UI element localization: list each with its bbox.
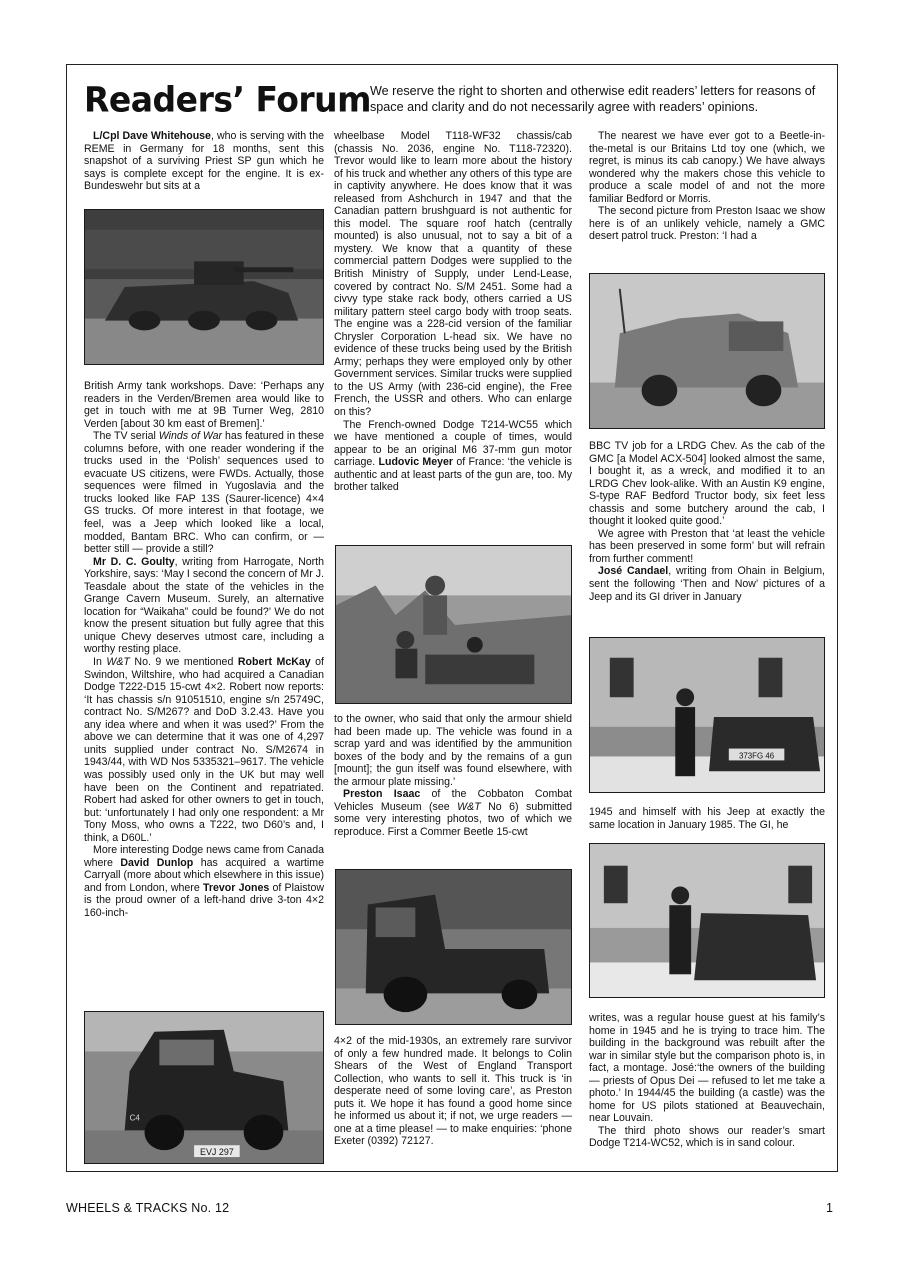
gmc-desert-truck-image: [590, 274, 824, 428]
article-text: wheelbase Model T118-WF32 chassis/cab (chassis No. 2036, engine No. T118-72320). Trevor would like to learn more about the history of his truck and whether any others of this type are in captivity anywhere. He does know that it was released from Ashchurch in 1947 and that the Canadian pattern brushguard is not authentic for this model. The square roof hatch (centrally mounted) is also unusual, not to say a bit of a mystery. We know that a quantity of these commercial pattern Dodges were supplied to the British Ministry of Supply, under Lend-Lease, covered by contract No. S/M 2451. Some had a civvy type stake rack body, others carried a US military pattern steel cargo body with troop seats. The engine was a 228-cid version of the familiar Chrysler Corporation L-head six. We have no evidence of these trucks being used by the British Army; perhaps they were employed only by other Government services. Similar trucks were supplied to the US Army (with 236-cid engine), the Free French, the USSR and others. Who can enlarge on this?: [334, 130, 572, 419]
article-text: has featured in these columns before, with one reader wondering if the trucks used in the ‘Polish’ sequences used to evacuate US citizens, were FWDs. Actually, those sequences were filmed in Yugoslavia and the trucks looked like FAP 13S (Saurer-licence) 4×4 GS trucks. Of more interest in that footage, we feel, was a Jeep which looked like a local, modded, Bantam BRC. Who can confirm, or — better still — provide a still?: [84, 430, 325, 556]
author-dunlop: David Dunlop: [120, 856, 194, 869]
author-mckay: Robert McKay: [237, 656, 311, 669]
article-text: to the owner, who said that only the armour shield had been made up. The vehicle was found in a scrap yard and was identified by the ammunition boxes of the body and by the remains of a gun [mount]; the gun itself was found elsewhere, with the armour plate missing.’: [334, 713, 572, 788]
column-3-bottom: [589, 1012, 825, 1150]
article-text: No. 9 we mentioned: [129, 656, 238, 669]
photo-priest-sp-gun: [84, 209, 324, 365]
footer-publication: WHEELS & TRACKS No. 12: [66, 1201, 230, 1215]
vehicle-marking: C4: [129, 1113, 140, 1123]
article-text: 4×2 of the mid-1930s, an extremely rare survivor of only a few hundred made. It belongs to Colin Shears of the West of England Transport Collection, who wants to sell it. This truck is ‘in desperate need of some loving care’, as Preston puts it. We hope it has found a good home since he informed us about it; if not, we urge readers — one at a time please! — to make enquiries: ‘phone Exeter (0392) 72127.: [334, 1035, 572, 1148]
column-2-bottom: [334, 1035, 572, 1148]
column-3-caption-gap: [589, 806, 825, 831]
title-winds-of-war: Winds of War: [158, 430, 223, 443]
jeep-1985-image: [590, 844, 824, 997]
column-1-top: [84, 130, 324, 193]
article-text: More interesting Dodge news came from Canada where: [84, 844, 324, 869]
commer-beetle-image: [336, 870, 571, 1024]
article-text: writes, was a regular house guest at his family’s home in 1945 and he is trying to trace him. The building in the background was rebuilt after the war in similar style but the comparison photo is, in fact, a montage. José:‘the owners of the building — priests of Opus Dei — refused to let me take a photo.’ In 1944/45 the building (a castle) was the home for US pilots stationed at Beauvechain, near Louvain.: [589, 1012, 825, 1125]
photo-dodge-truck: [84, 1011, 324, 1164]
photo-gmc-desert-truck: [589, 273, 825, 429]
photo-jeep-1945: [589, 637, 825, 793]
article-text: of Swindon, Wiltshire, who had acquired a Canadian Dodge T222-D15 15-cwt 4×2. Robert now reports: ‘It has chassis s/n 91051510, engine s/n 25749C, contract No. S/M267? and DoD 3.2.43. Have you any idea where and when it was used?’ From the above we can determine that it was one of 4,297 units supplied under contract No. S/M2674 in 1943/44, with WD Nos 5335321–9617. The vehicle was possibly used only in the UK but may well have been on the Continent and repatriated. Robert had asked for other owners to get in touch, but: ‘unfortunately I had only one respondent: a Mr Tony Moss, who owns a T222, two D60’s and, I think, a D60L.’: [84, 656, 325, 844]
column-2-middle: [334, 713, 572, 838]
column-3-middle: [589, 440, 825, 603]
photo-commer-beetle: [335, 869, 572, 1025]
priest-sp-gun-image: [85, 210, 323, 364]
author-meyer: Ludovic Meyer: [378, 456, 454, 469]
article-text: No 6) submitted some very interesting photos, two of which we reproduce. First a Commer Beetle 15-cwt: [334, 800, 572, 838]
article-text: The third photo shows our reader’s smart Dodge T214-WC52, which is in sand colour.: [589, 1124, 825, 1150]
article-text: BBC TV job for a LRDG Chev. As the cab of the GMC [a Model ACX-504] looked almost the same, I bought it, as a wreck, and modified it to an LRDG Chev look-alike. With an Austin K9 engine, S-type RAF Bedford Tructor body, six feet less chassis and some butchery around the cab, I thought it looked quite good.’: [589, 440, 825, 528]
magazine-ref: W&T: [106, 656, 130, 669]
gun-motor-carriage-image: [336, 546, 571, 703]
article-text: We agree with Preston that ‘at least the vehicle has been preserved in some form’ but will refrain from further comment!: [589, 527, 825, 565]
license-plate: EVJ 297: [200, 1147, 234, 1158]
article-text: 1945 and himself with his Jeep at exactly the same location in January 1985. The GI, he: [589, 806, 825, 831]
column-3-top: [589, 130, 825, 243]
page-title: Readers’ Forum: [84, 79, 372, 120]
jeep-plate: 373FG 46: [738, 751, 775, 761]
photo-gun-motor-carriage: [335, 545, 572, 704]
article-text: , writing from Ohain in Belgium, sent the following ‘Then and Now’ pictures of a Jeep and its GI driver in January: [589, 565, 825, 603]
article-text: of France: ‘the vehicle is authentic and at least parts of the gun are, too. My brother talked: [334, 456, 572, 494]
dodge-truck-image: [85, 1012, 323, 1163]
author-whitehouse: L/Cpl Dave Whitehouse: [93, 130, 211, 142]
article-text: of Plaistow is the proud owner of a left-hand drive 3-ton 4×2 160-inch-: [84, 881, 324, 919]
article-text: The second picture from Preston Isaac we show here is of an unlikely vehicle, namely a GMC desert patrol truck. Preston: ‘I had a: [589, 205, 825, 243]
article-text: of the Cobbaton Combat Vehicles Museum (see: [334, 788, 572, 813]
article-text: The TV serial: [93, 430, 159, 443]
jeep-1945-image: [590, 638, 824, 792]
column-1-body: [84, 380, 324, 920]
photo-jeep-1985: [589, 843, 825, 998]
page-number: 1: [826, 1201, 833, 1215]
masthead: [84, 79, 824, 123]
magazine-ref: W&T: [457, 800, 481, 813]
article-text: The nearest we have ever got to a Beetle-in-the-metal is our Britains Ltd toy one (which, we regret, is minus its cab canopy.) We have always wondered why the makers chose this vehicle to produce a scale model of and not the more familiar Bedford or Morris.: [589, 130, 825, 205]
article-text: The French-owned Dodge T214-WC55 which we have mentioned a couple of times, would appear to be an original M6 37-mm gun motor carriage.: [334, 418, 572, 469]
author-jones: Trevor Jones: [202, 881, 270, 894]
article-text: has acquired a wartime Carryall (more about which elsewhere in this issue) and from London, where: [84, 856, 325, 894]
article-text: , who is serving with the REME in Germany for 18 months, sent this snapshot of a surviving Priest SP gun which he says is complete except for the engine. It is ex-Bundeswehr but sits at a: [84, 130, 324, 193]
article-text: In: [93, 656, 107, 669]
article-text: , writing from Harrogate, North Yorkshire, says: ‘May I second the concern of Mr J. Teasdale about the state of the vehicles in the Grange Cavern Museum. Surely, an alternative location for “Waikaha” could be found?’ We do not know the present situation but fully agree that this unique Chevy deserves utmost care, including a worthy resting place.: [84, 555, 324, 656]
author-isaac: Preston Isaac: [343, 788, 421, 801]
author-candael: José Candael: [598, 565, 669, 578]
article-text: British Army tank workshops. Dave: ‘Perhaps any readers in the Verden/Bremen area would like to get in touch with me at 9B Turner Weg, 2810 Verden [about 30 km east of Bremen].’: [84, 380, 324, 430]
editorial-note: We reserve the right to shorten and otherwise edit readers’ letters for reasons of space and clarity and do not necessarily agree with readers’ opinions.: [370, 84, 816, 114]
column-2-top: [334, 130, 572, 494]
author-goulty: Mr D. C. Goulty: [93, 555, 175, 568]
